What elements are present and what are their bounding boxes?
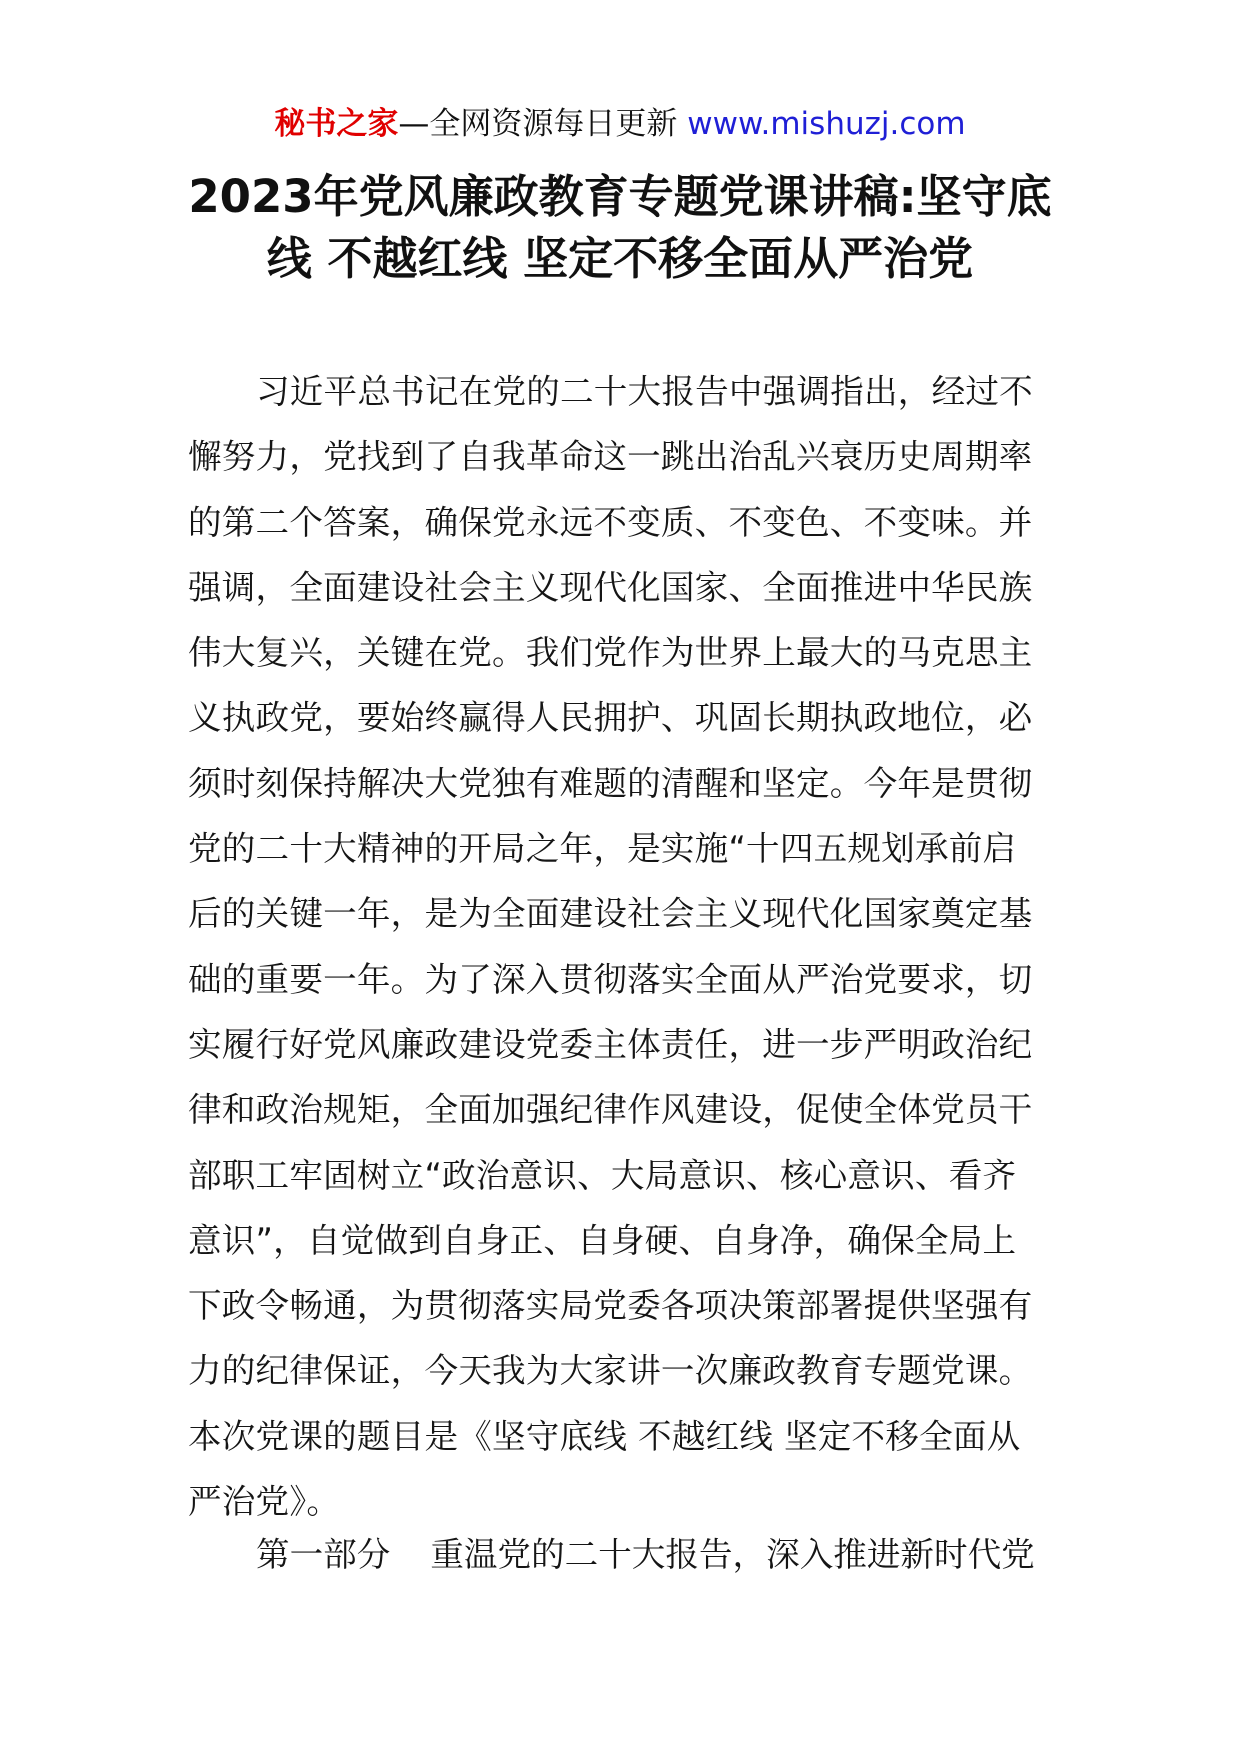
section-text: 重温党的二十大报告，深入推进新时代党: [430, 1535, 1035, 1574]
document-title: [160, 166, 1080, 290]
title-line-2: 线 不越红线 坚定不移全面从严治党: [266, 232, 974, 285]
section-label: 第一部分: [256, 1535, 391, 1574]
paragraph-line: 强调，全面建设社会主义现代化国家、全面推进中华民族: [188, 567, 1033, 607]
title-line-1: 2023年党风廉政教育专题党课讲稿:坚守底: [188, 170, 1052, 223]
section-heading: [256, 1522, 1035, 1587]
header-tagline: —全网资源每日更新: [398, 106, 688, 142]
brand-name: 秘书之家: [274, 106, 399, 142]
intro-paragraph: [188, 359, 1050, 1534]
paragraph-line: 下政令畅通，为贯彻落实局党委各项决策部署提供坚强有: [188, 1286, 1033, 1326]
paragraph-line: 义执政党，要始终赢得人民拥护、巩固长期执政地位，必: [188, 698, 1033, 738]
paragraph-line: 的第二个答案，确保党永远不变质、不变色、不变味。并: [188, 502, 1033, 542]
paragraph-line: 党的二十大精神的开局之年，是实施“十四五规划承前启: [188, 829, 1017, 869]
paragraph-line: 后的关键一年，是为全面建设社会主义现代化国家奠定基: [188, 894, 1033, 934]
paragraph-line: 实履行好党风廉政建设党委主体责任，进一步严明政治纪: [188, 1024, 1033, 1064]
site-header: [0, 102, 1240, 146]
paragraph-line: 本次党课的题目是《坚守底线 不越红线 坚定不移全面从: [188, 1416, 1021, 1456]
paragraph-line: 部职工牢固树立“政治意识、大局意识、核心意识、看齐: [188, 1155, 1017, 1195]
paragraph-line: 础的重要一年。为了深入贯彻落实全面从严治党要求，切: [188, 959, 1033, 999]
paragraph-line: 力的纪律保证，今天我为大家讲一次廉政教育专题党课。: [188, 1351, 1033, 1391]
paragraph-line: 律和政治规矩，全面加强纪律作风建设，促使全体党员干: [188, 1090, 1033, 1130]
paragraph-line: 伟大复兴，关键在党。我们党作为世界上最大的马克思主: [188, 633, 1033, 673]
site-url-link[interactable]: www.mishuzj.com: [687, 106, 966, 142]
paragraph-line: 须时刻保持解决大党独有难题的清醒和坚定。今年是贯彻: [188, 763, 1033, 803]
paragraph-line: 懈努力，党找到了自我革命这一跳出治乱兴衰历史周期率: [188, 437, 1033, 477]
paragraph-line: 意识”，自觉做到自身正、自身硬、自身净，确保全局上: [188, 1220, 1017, 1260]
paragraph-line: 习近平总书记在党的二十大报告中强调指出，经过不: [256, 372, 1033, 411]
paragraph-line: 严治党》。: [188, 1482, 341, 1522]
